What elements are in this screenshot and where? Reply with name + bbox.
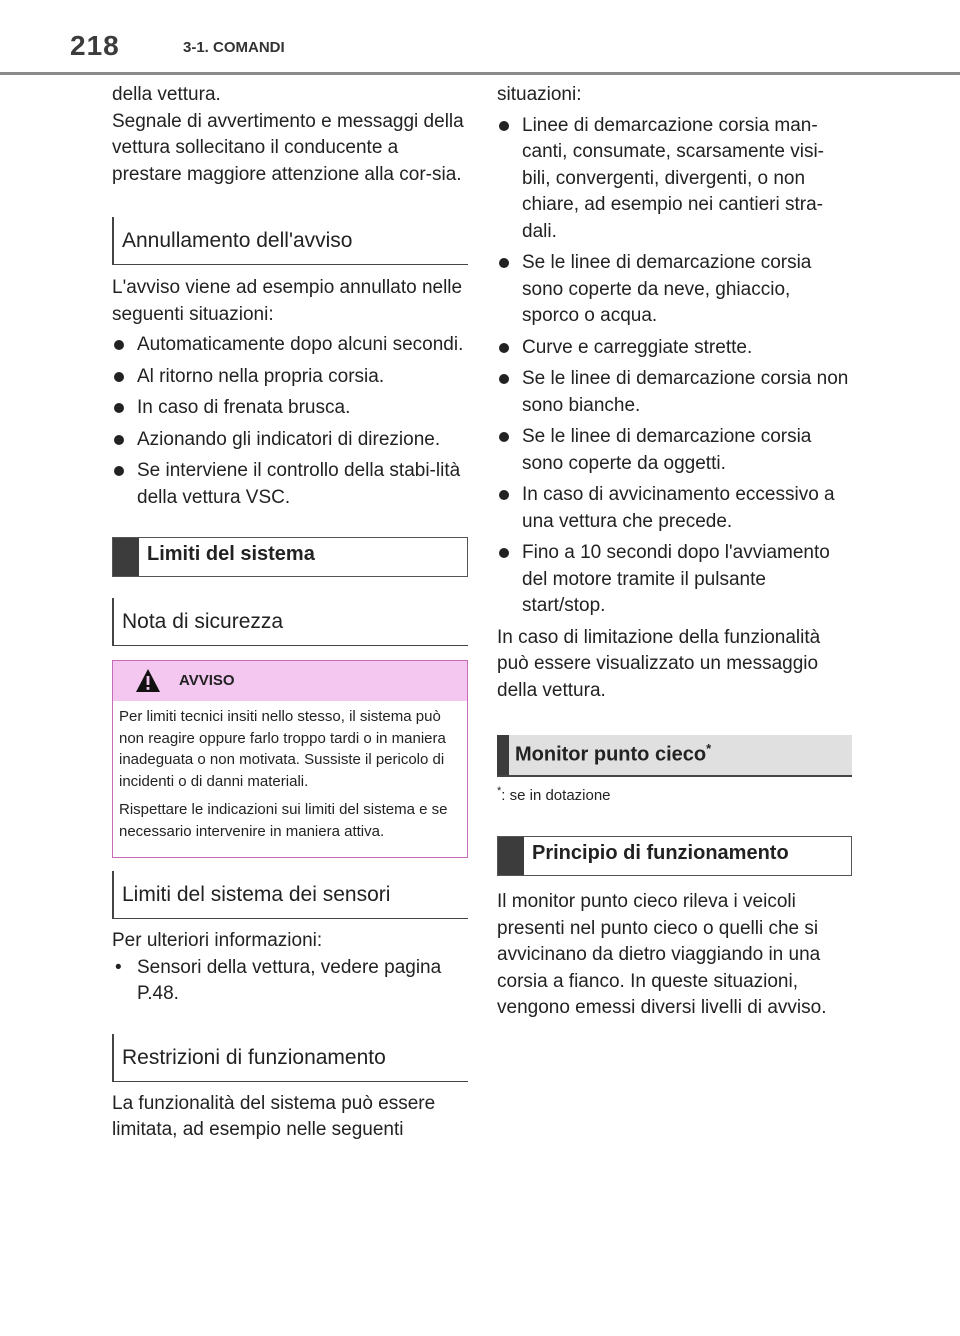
footnote: *: se in dotazione — [497, 785, 611, 804]
list-item: • Sensori della vettura, vedere pagina P.48. — [112, 955, 468, 1008]
intro-paragraph: Segnale di avvertimento e messaggi della vettura sollecitano il conducente a prestare maggiore attenzione alla cor-sia. — [112, 110, 464, 185]
right-column — [497, 82, 852, 1022]
cancel-text: L'avviso viene ad esempio annullato nelle seguenti situazioni: — [112, 277, 463, 325]
left-column — [112, 82, 468, 1144]
monitor-heading-label: Monitor punto cieco* — [515, 741, 712, 766]
list-item: Automaticamente dopo alcuni secondi. — [112, 332, 468, 359]
cancel-heading: Annullamento dell'avviso — [112, 217, 468, 265]
heading-bar — [498, 837, 524, 875]
sensors-text: Per ulteriori informazioni: — [112, 930, 323, 951]
heading-bar — [113, 538, 139, 576]
chapter-title: 3-1. COMANDI — [183, 39, 285, 56]
warning-header — [113, 661, 467, 701]
list-item: Se le linee di demarcazione corsia sono coperte da oggetti. — [497, 424, 852, 477]
list-item: In caso di frenata brusca. — [112, 395, 468, 422]
list-item: Curve e carreggiate strette. — [497, 335, 852, 362]
list-item: Al ritorno nella propria corsia. — [112, 364, 468, 391]
warning-text: Per limiti tecnici insiti nello stesso, il sistema può non reagire oppure farlo troppo tardi o in maniera inadeguata o non motivata. Sussiste il pericolo di incidenti o di danni materiali. — [119, 708, 446, 790]
header-rule — [0, 72, 960, 75]
sensors-heading: Limiti del sistema dei sensori — [112, 871, 468, 919]
monitor-heading — [497, 735, 852, 777]
list-item: Azionando gli indicatori di direzione. — [112, 427, 468, 454]
restrictions-text: La funzionalità del sistema può essere limitata, ad esempio nelle seguenti — [112, 1092, 436, 1140]
warning-box — [112, 660, 468, 858]
continued-text: situazioni: — [497, 84, 582, 105]
limit-text: In caso di limitazione della funzionalità può essere visualizzato un messaggio della vettura. — [497, 626, 821, 701]
list-item: Fino a 10 secondi dopo l'avviamento del motore tramite il pulsante start/stop. — [497, 540, 852, 620]
intro-line: della vettura. — [112, 84, 221, 105]
restrictions-heading: Restrizioni di funzionamento — [112, 1034, 468, 1082]
list-item: In caso di avvicinamento eccessivo a una vettura che precede. — [497, 482, 852, 535]
list-item: Linee di demarcazione corsia man-canti, consumate, scarsamente visi-bili, convergenti, divergenti, o non chiare, ad esempio nei cantieri stra-dali. — [497, 113, 852, 246]
limits-heading-label: Limiti del sistema — [147, 543, 315, 565]
page-number: 218 — [70, 30, 120, 61]
cancel-list — [112, 332, 468, 511]
principle-heading-label: Principio di funzionamento — [532, 842, 789, 864]
warning-triangle-icon — [135, 668, 161, 694]
footnote-marker: * — [706, 741, 712, 756]
list-item: Se le linee di demarcazione corsia non sono bianche. — [497, 366, 852, 419]
safety-heading: Nota di sicurezza — [112, 598, 468, 646]
list-item: Se le linee di demarcazione corsia sono coperte da neve, ghiaccio, sporco o acqua. — [497, 250, 852, 330]
warning-text: Rispettare le indicazioni sui limiti del sistema e se necessario intervenire in maniera attiva. — [119, 801, 448, 840]
warning-body — [113, 701, 467, 857]
principle-heading — [497, 836, 852, 876]
list-item: Se interviene il controllo della stabi-lità della vettura VSC. — [112, 458, 468, 511]
situations-list — [497, 113, 852, 620]
warning-label: AVVISO — [179, 672, 235, 689]
principle-text: Il monitor punto cieco rileva i veicoli presenti nel punto cieco o quelli che si avvicinano da dietro viaggiando in una corsia a fianco. In queste situazioni, vengono emessi diversi livelli di avviso. — [497, 891, 827, 1018]
limits-heading — [112, 537, 468, 577]
heading-bar — [497, 735, 509, 775]
sensors-list — [112, 955, 468, 1008]
